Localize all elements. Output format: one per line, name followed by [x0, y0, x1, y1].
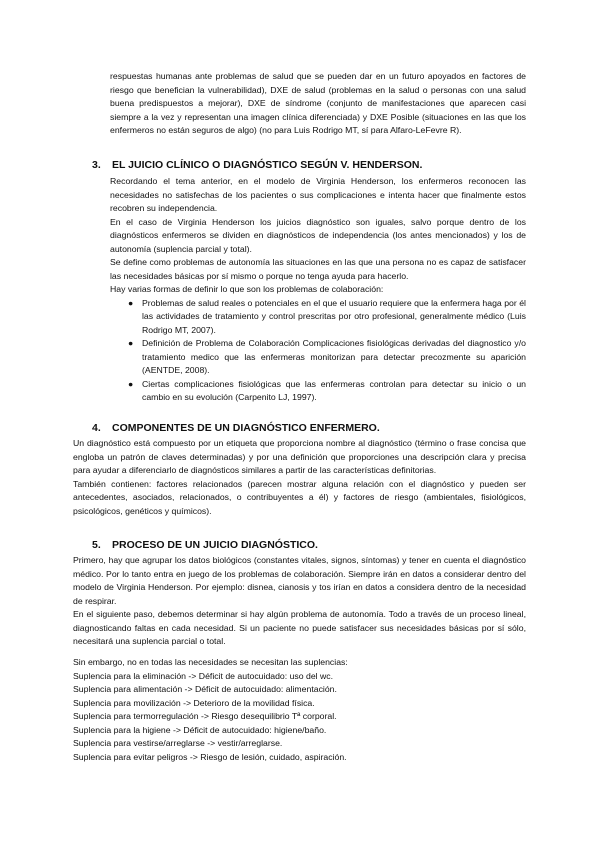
section-3-title: EL JUICIO CLÍNICO O DIAGNÓSTICO SEGÚN V. HENDERSON. — [112, 159, 423, 171]
section-4-body — [73, 437, 526, 518]
section-3-paragraph-2: En el caso de Virginia Henderson los juicios diagnóstico son iguales, salvo porque dentro de los diagnósticos enfermeros se dividen en diagnósticos de independencia (los antes mencionados) y los de autonomía (suplencia parcial y total). — [110, 216, 526, 254]
section-3-paragraph-3: Se define como problemas de autonomía las situaciones en las que una persona no es capaz de satisfacer las necesidades básicas por sí mismo o porque no tenga ayuda para hacerlo. — [110, 257, 526, 281]
list-item: Suplencia para movilización -> Deterioro de la movilidad física. — [73, 697, 315, 708]
bullet-icon: ● — [128, 297, 134, 308]
section-3-paragraph-1: Recordando el tema anterior, en el modelo de Virginia Henderson, los enfermeros reconocen las necesidades no satisfechas de los pacientes o sus complicaciones e intenta hacer que finalmente estos recobren su independencia. — [110, 176, 526, 213]
section-3-paragraph-4: Hay varias formas de definir lo que son los problemas de colaboración: — [110, 284, 384, 294]
bullet-icon: ● — [128, 338, 134, 348]
list-item: Suplencia para la eliminación -> Déficit de autocuidado: uso del wc. — [73, 670, 334, 681]
list-item: Suplencia para termorregulación -> Riesgo desequilibrio Tª corporal. — [73, 711, 337, 721]
section-5-number: 5. — [92, 539, 101, 551]
list-item: Sin embargo, no en todas las necesidades se necesitan las suplencias: — [73, 657, 348, 667]
section-3-heading — [92, 159, 422, 171]
section-5-heading — [92, 539, 318, 551]
section-5-body — [73, 554, 526, 649]
intro-paragraph: respuestas humanas ante problemas de salud que se pueden dar en un futuro apoyados en factores de riesgo que benefician la vulnerabilidad), DXE de salud (problemas en la salud o personas con una salud buena predispuestos a mejorar), DXE de síndrome (conjunto de manifestaciones que aparecen casi siempre a la vez y representan una imagen clínica diferenciada) y DXE Posible (situaciones en las que los enfermeros no están seguros de algo) (no para Luis Rodrigo MT, sí para Alfaro-LeFevre R). — [110, 71, 526, 135]
section-5-title: PROCESO DE UN JUICIO DIAGNÓSTICO. — [112, 539, 318, 551]
section-4-heading — [92, 422, 380, 434]
list-item: ● Ciertas complicaciones fisiológicas que las enfermeras controlan para detectar su inicio o un cambio en su evolución (Carpenito LJ, 1997). — [128, 378, 526, 402]
list-item: Suplencia para evitar peligros -> Riesgo de lesión, cuidado, aspiración. — [73, 751, 347, 762]
collaboration-definitions-list — [110, 297, 526, 405]
section-4-number: 4. — [92, 422, 101, 434]
section-3-number: 3. — [92, 159, 101, 171]
list-item: Suplencia para vestirse/arreglarse -> vestir/arreglarse. — [73, 738, 283, 748]
section-4-title: COMPONENTES DE UN DIAGNÓSTICO ENFERMERO. — [112, 422, 380, 434]
section-3-body — [110, 175, 526, 405]
list-item: ● Problemas de salud reales o potenciales en el que el usuario requiere que la enfermera haga por él las actividades de tratamiento y control prescritas por otro profesional, generalmente médico (Luis Rodrigo MT, 2007). — [128, 297, 526, 335]
section-4-paragraph-2: También contienen: factores relacionados (parecen mostrar alguna relación con el diagnóstico y pueden ser antecedentes, asociados, relacionados, o contribuyentes a él) y factores de riesgo (ambientales, fisiológicos, psicológicos, genéticos y químicos). — [73, 478, 526, 516]
list-item: ● Definición de Problema de Colaboración Complicaciones fisiológicas derivadas del diagnostico y/o tratamiento medico que las enfermeras monitorizan para detectar precozmente su aparición (AENTDE, 2008). — [128, 338, 526, 375]
section-5-paragraph-1: Primero, hay que agrupar los datos biológicos (constantes vitales, signos, síntomas) y tener en cuenta el diagnóstico médico. Por lo tanto entra en juego de los problemas de colaboración. Siempre irán en datos a considerar dentro del modelo de Virginia Henderson. Por ejemplo: disnea, cianosis y tos irían en datos a considera dentro de la necesidad de respirar. — [73, 555, 526, 606]
list-item: Suplencia para alimentación -> Déficit de autocuidado: alimentación. — [73, 684, 337, 694]
bullet-icon: ● — [128, 378, 134, 389]
section-4-paragraph-1: Un diagnóstico está compuesto por un etiqueta que proporciona nombre al diagnóstico (término o frase concisa que engloba un patrón de claves determinadas) y por una definición que proporciones una descripción clara y precisa para ayudar a diferenciarlo de diagnósticos similares a partir de las características definitorias. — [73, 438, 526, 475]
list-item: Suplencia para la higiene -> Déficit de autocuidado: higiene/baño. — [73, 724, 327, 735]
suplencias-list — [73, 656, 526, 764]
section-5-paragraph-2: En el siguiente paso, debemos determinar si hay algún problema de autonomía. Todo a través de un proceso lineal, diagnosticando faltas en cada necesidad. Si un paciente no puede satisfacer sus necesidades básicas por sí sólo, necesitará una suplencia parcial o total. — [73, 609, 526, 646]
